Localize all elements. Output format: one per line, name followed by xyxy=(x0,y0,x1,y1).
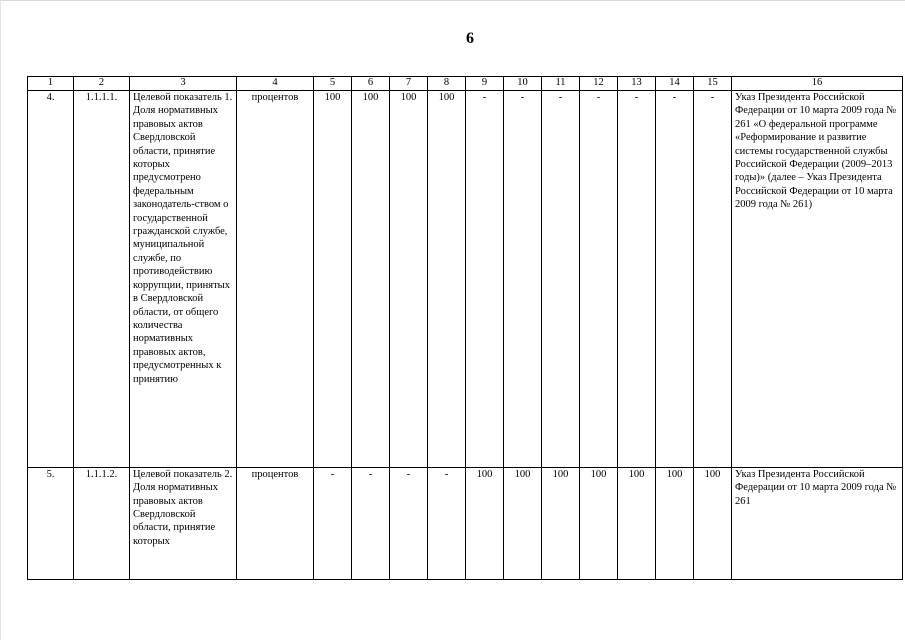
header-cell-8: 8 xyxy=(428,77,466,91)
value-cell: - xyxy=(618,91,656,468)
value-cell: - xyxy=(656,91,694,468)
header-cell-5: 5 xyxy=(314,77,352,91)
value-cell: 100 xyxy=(694,467,732,579)
indicator-name: Целевой показатель 1. Доля нормативных правовых актов Свердловской области, принятие которых предусмотрено федеральным законодатель-ством о государственной гражданской службе, муниципальной службе, по противодействию коррупции, принятых в Свердловской области, от общего количества нормативных правовых актов, предусмотренных к принятию xyxy=(130,91,237,468)
value-cell: - xyxy=(352,467,390,579)
value-cell: 100 xyxy=(618,467,656,579)
page-number: 6 xyxy=(466,30,474,47)
unit-cell: процентов xyxy=(237,91,314,468)
row-number: 4. xyxy=(28,91,74,468)
header-cell-16: 16 xyxy=(732,77,903,91)
header-cell-13: 13 xyxy=(618,77,656,91)
unit-cell: процентов xyxy=(237,467,314,579)
indicators-table xyxy=(27,76,903,580)
value-cell: 100 xyxy=(314,91,352,468)
value-cell: - xyxy=(580,91,618,468)
header-cell-10: 10 xyxy=(504,77,542,91)
value-cell: 100 xyxy=(504,467,542,579)
value-cell: - xyxy=(428,467,466,579)
header-cell-9: 9 xyxy=(466,77,504,91)
table-header-row xyxy=(28,77,903,91)
value-cell: 100 xyxy=(390,91,428,468)
indicator-name: Целевой показатель 2. Доля нормативных правовых актов Свердловской области, принятие которых xyxy=(130,467,237,579)
value-cell: - xyxy=(694,91,732,468)
table-row xyxy=(28,91,903,468)
row-code: 1.1.1.2. xyxy=(74,467,130,579)
source-cell: Указ Президента Российской Федерации от 10 марта 2009 года № 261 xyxy=(732,467,903,579)
header-cell-4: 4 xyxy=(237,77,314,91)
header-cell-3: 3 xyxy=(130,77,237,91)
header-cell-1: 1 xyxy=(28,77,74,91)
row-number: 5. xyxy=(28,467,74,579)
scan-edge-top xyxy=(0,0,905,1)
value-cell: - xyxy=(314,467,352,579)
source-cell: Указ Президента Российской Федерации от 10 марта 2009 года № 261 «О федеральной программе «Реформирование и развитие системы государственной службы Российской Федерации (2009–2013 годы)» (далее – Указ Президента Российской Федерации от 10 марта 2009 года № 261) xyxy=(732,91,903,468)
header-cell-12: 12 xyxy=(580,77,618,91)
header-cell-14: 14 xyxy=(656,77,694,91)
value-cell: - xyxy=(466,91,504,468)
value-cell: - xyxy=(390,467,428,579)
header-cell-11: 11 xyxy=(542,77,580,91)
table-row xyxy=(28,467,903,579)
value-cell: 100 xyxy=(542,467,580,579)
value-cell: - xyxy=(542,91,580,468)
value-cell: 100 xyxy=(580,467,618,579)
value-cell: 100 xyxy=(352,91,390,468)
value-cell: 100 xyxy=(656,467,694,579)
header-cell-2: 2 xyxy=(74,77,130,91)
header-cell-7: 7 xyxy=(390,77,428,91)
value-cell: - xyxy=(504,91,542,468)
header-cell-6: 6 xyxy=(352,77,390,91)
row-code: 1.1.1.1. xyxy=(74,91,130,468)
scan-edge-left xyxy=(0,0,1,640)
value-cell: 100 xyxy=(466,467,504,579)
value-cell: 100 xyxy=(428,91,466,468)
header-cell-15: 15 xyxy=(694,77,732,91)
